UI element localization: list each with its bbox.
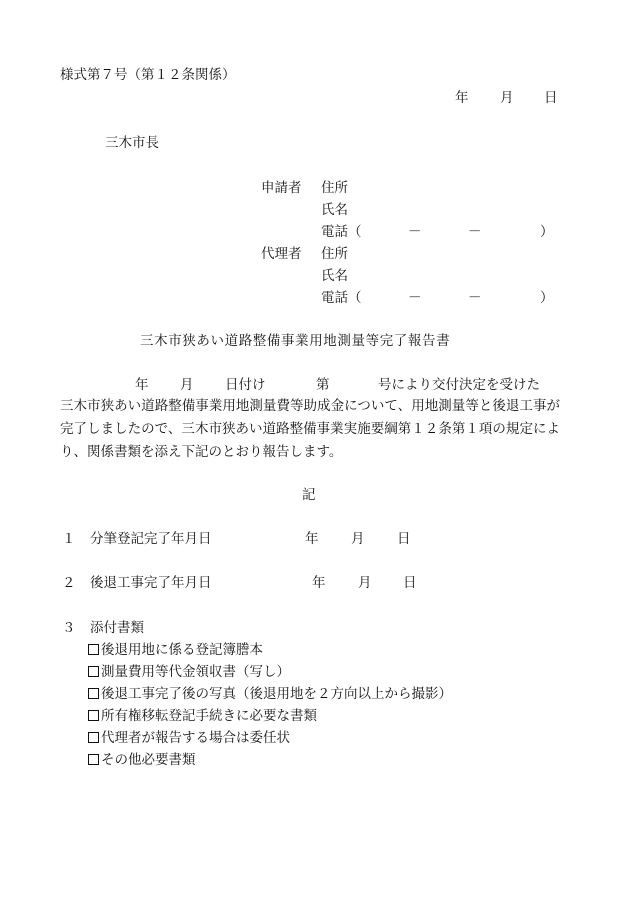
date-month: 月 [500, 90, 514, 106]
applicant-phone-close: ） [540, 224, 554, 240]
applicant-address-label: 住所 [321, 180, 348, 196]
body-suffix: 号により交付決定を受けた [378, 377, 540, 393]
form-number: 様式第７号（第１２条関係） [60, 67, 236, 83]
date-year: 年 [455, 90, 469, 106]
item-2-day: 日 [403, 575, 417, 591]
item-3-number: ３ [62, 620, 76, 636]
item-1-month: 月 [351, 531, 365, 547]
agent-name-label: 氏名 [321, 268, 348, 284]
applicant-phone-label: 電話（ [321, 224, 362, 240]
document-title: 三木市狭あい道路整備事業用地測量等完了報告書 [140, 333, 451, 349]
applicant-name-label: 氏名 [321, 202, 348, 218]
checkbox[interactable] [88, 710, 99, 721]
applicant-role: 申請者 [261, 180, 302, 196]
agent-address-label: 住所 [321, 246, 348, 262]
checkbox[interactable] [88, 732, 99, 743]
item-1-label: 分筆登記完了年月日 [90, 531, 212, 547]
body-month: 月 [180, 377, 194, 393]
date-day: 日 [544, 90, 558, 106]
body-dated: 日付け [225, 377, 266, 393]
attachment-label: 代理者が報告する場合は委任状 [101, 730, 290, 746]
checkbox[interactable] [88, 666, 99, 677]
applicant-phone-dash-2: － [468, 224, 482, 240]
attachment-item [88, 729, 290, 747]
item-2-label: 後退工事完了年月日 [90, 575, 212, 591]
attachment-label: 所有権移転登記手続きに必要な書類 [101, 708, 317, 724]
body-no-prefix: 第 [316, 377, 330, 393]
attachment-item [88, 707, 317, 725]
attachment-item [88, 685, 452, 703]
attachment-label: 後退工事完了後の写真（後退用地を２方向以上から撮影） [101, 686, 452, 702]
item-2-number: ２ [62, 575, 76, 591]
item-1-day: 日 [397, 531, 411, 547]
attachment-item [88, 663, 290, 681]
attachment-label: 測量費用等代金領収書（写し） [101, 664, 290, 680]
body-paragraph: 三木市狭あい道路整備事業用地測量費等助成金について、用地測量等と後退工事が完了しましたので、三木市狭あい道路整備事業実施要綱第１２条第１項の規定により、関係書類を添え下記のとおり報告します。 [60, 398, 560, 460]
attachment-item [88, 751, 196, 769]
item-2-month: 月 [358, 575, 372, 591]
agent-role: 代理者 [261, 246, 302, 262]
attachment-label: 後退用地に係る登記簿謄本 [101, 642, 263, 658]
item-1-year: 年 [305, 531, 319, 547]
agent-phone-dash-2: － [468, 290, 482, 306]
item-3-label: 添付書類 [90, 620, 144, 636]
agent-phone-dash-1: － [408, 290, 422, 306]
agent-phone-close: ） [540, 290, 554, 306]
item-2-year: 年 [312, 575, 326, 591]
ki-heading: 記 [302, 487, 316, 503]
agent-phone-label: 電話（ [321, 290, 362, 306]
attachment-item [88, 641, 263, 659]
checkbox[interactable] [88, 644, 99, 655]
checkbox[interactable] [88, 688, 99, 699]
body-year: 年 [135, 377, 149, 393]
applicant-phone-dash-1: － [408, 224, 422, 240]
attachment-label: その他必要書類 [101, 752, 196, 768]
addressee: 三木市長 [105, 135, 159, 151]
item-1-number: １ [62, 531, 76, 547]
checkbox[interactable] [88, 754, 99, 765]
